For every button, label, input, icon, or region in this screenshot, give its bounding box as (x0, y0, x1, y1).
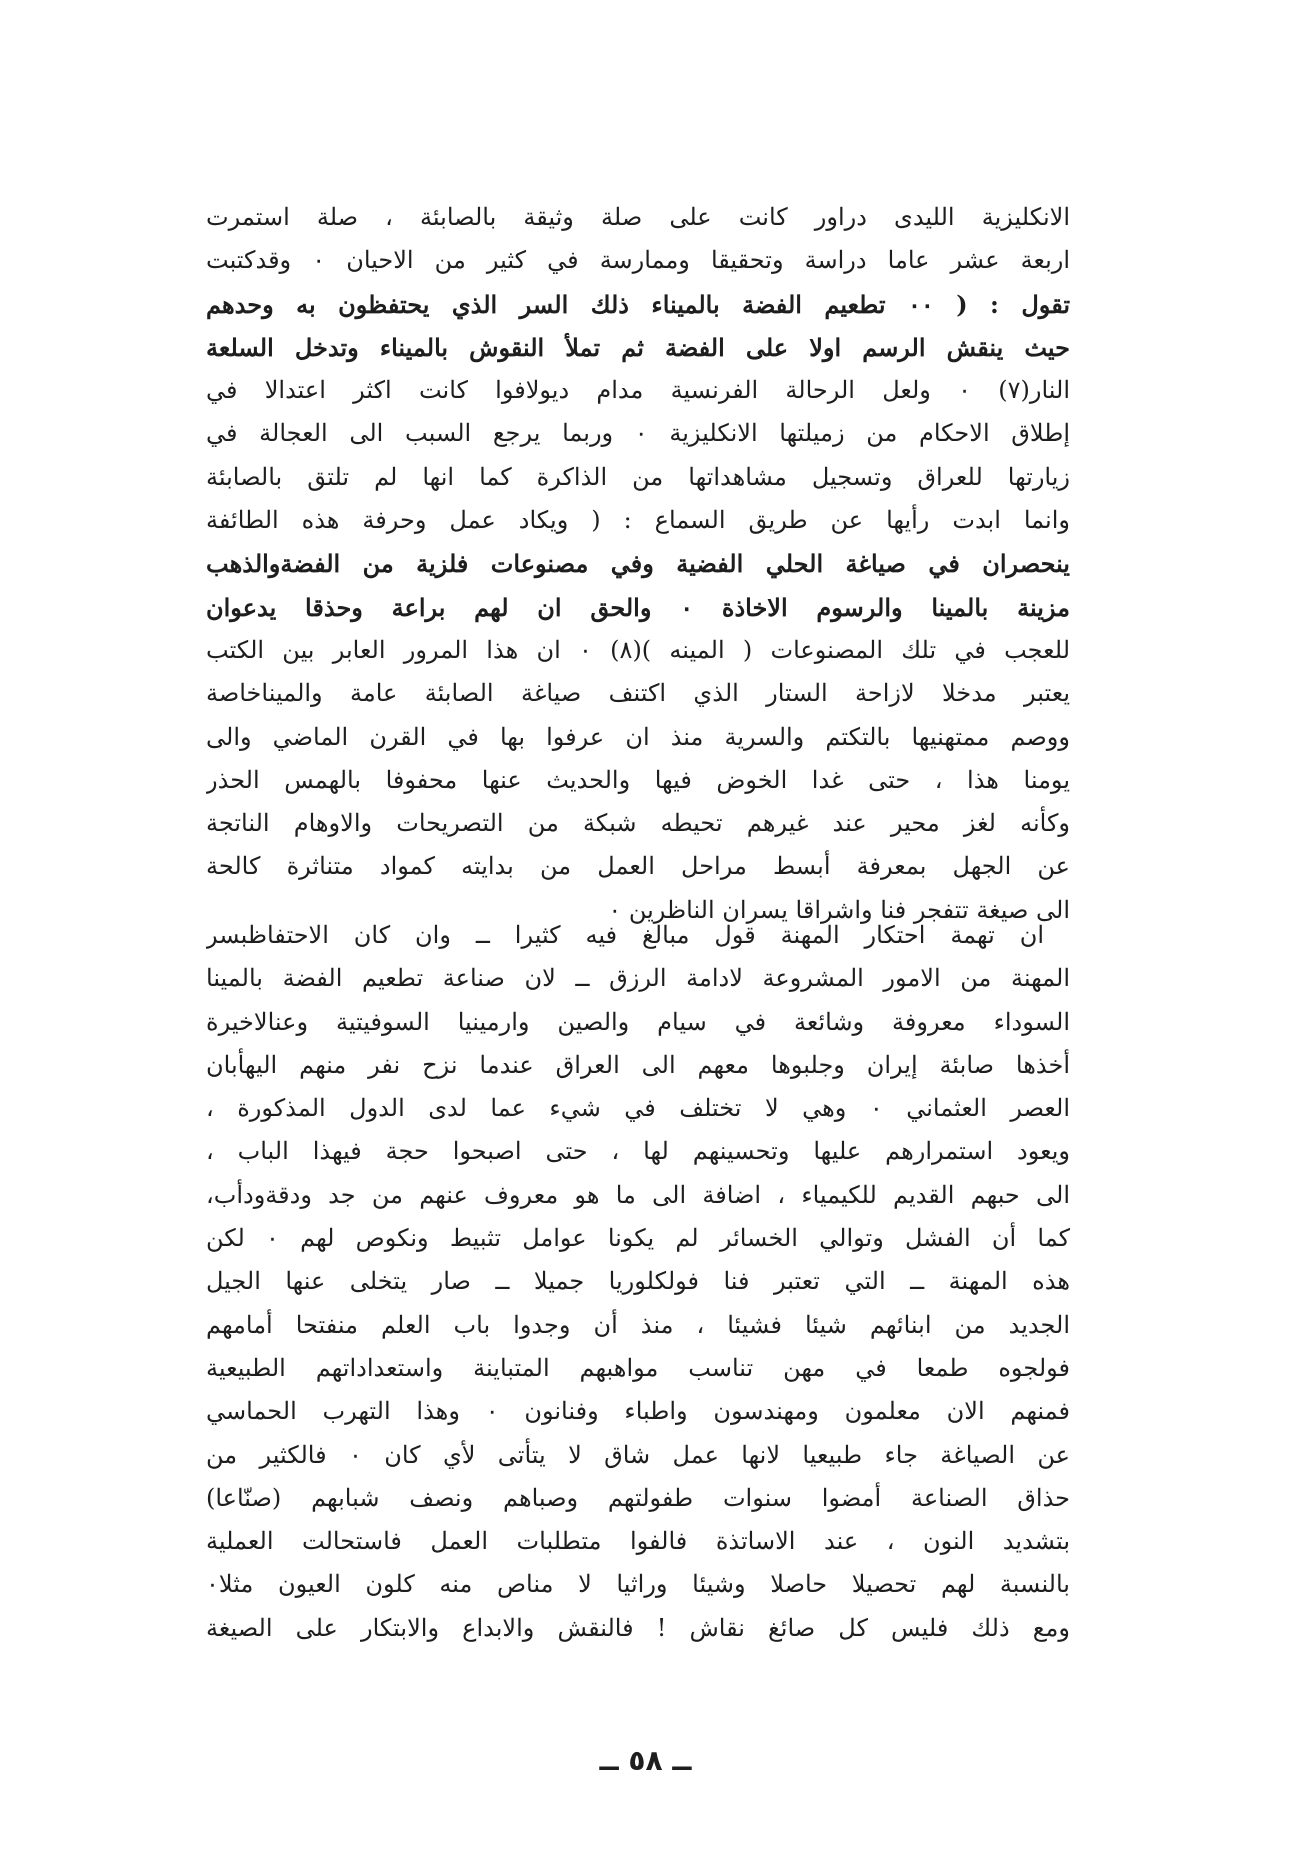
text-line: فمنهم الان معلمون ومهندسون واطباء وفنانون ٠ وهذا التهرب الحماسي (206, 1397, 1070, 1426)
text-line: الجديد من ابنائهم شيئا فشيئا ، منذ أن وجدوا باب العلم منفتحا أمامهم (206, 1310, 1070, 1339)
text-line: بتشديد النون ، عند الاساتذة فالفوا متطلبات العمل فاستحالت العملية (206, 1527, 1070, 1556)
text-line: تقول : ( ٠٠ تطعيم الفضة بالميناء ذلك السر الذي يحتفظون به وحدهم (206, 289, 1070, 319)
text-line: أخذها صابئة إيران وجلبوها معهم الى العراق عندما نزح نفر منهم اليهأبان (206, 1050, 1070, 1079)
page-number: ــ ٥٨ ــ (599, 1744, 692, 1777)
text-line: يعتبر مدخلا لازاحة الستار الذي اكتنف صياغة الصابئة عامة والميناخاصة (206, 679, 1070, 708)
text-line: فولجوه طمعا في مهن تناسب مواهبهم المتباينة واستعداداتهم الطبيعية (206, 1353, 1070, 1382)
text-line: إطلاق الاحكام من زميلتها الانكليزية ٠ وربما يرجع السبب الى العجالة في (206, 419, 1070, 448)
text-line: مزينة بالمينا والرسوم الاخاذة ٠ والحق ان لهم براعة وحذقا يدعوان (206, 592, 1070, 622)
text-line: هذه المهنة ــ التي تعتبر فنا فولكلوريا جميلا ــ صار يتخلى عنها الجيل (206, 1267, 1070, 1296)
text-line: حيث ينقش الرسم اولا على الفضة ثم تملأ النقوش بالميناء وتدخل السلعة (206, 332, 1070, 362)
text-line: ومع ذلك فليس كل صائغ نقاش ! فالنقش والابداع والابتكار على الصيغة (206, 1613, 1070, 1642)
text-line: حذاق الصناعة أمضوا سنوات طفولتهم وصباهم ونصف شبابهم (صنّاعا) (206, 1483, 1070, 1512)
text-line: الانكليزية الليدى دراور كانت على صلة وثيقة بالصابئة ، صلة استمرت (206, 203, 1070, 231)
text-line: النار(٧) ٠ ولعل الرحالة الفرنسية مدام ديولافوا كانت اكثر اعتدالا في (206, 376, 1070, 405)
text-line: وكأنه لغز محير عند غيرهم تحيطه شبكة من التصريحات والاوهام الناتجة (206, 809, 1070, 838)
text-line: ووصم ممتهنيها بالتكتم والسرية منذ ان عرفوا بها في القرن الماضي والى (206, 722, 1070, 751)
text-line: كما أن الفشل وتوالي الخسائر لم يكونا عوامل تثبيط ونكوص لهم ٠ لكن (206, 1224, 1070, 1253)
text-line: ان تهمة احتكار المهنة قول مبالغ فيه كثيرا ــ وان كان الاحتفاظبسر (206, 921, 1044, 949)
text-line: عن الصياغة جاء طبيعيا لانها عمل شاق لا يتأتى لأي كان ٠ فالكثير من (206, 1440, 1070, 1469)
text-line: يومنا هذا ، حتى غدا الخوض فيها والحديث عنها محفوفا بالهمس الحذر (206, 765, 1070, 794)
text-line: المهنة من الامور المشروعة لادامة الرزق ــ لان صناعة تطعيم الفضة بالمينا (206, 964, 1070, 993)
paragraph-1 (206, 196, 1070, 932)
text-line: الى حبهم القديم للكيمياء ، اضافة الى ما هو معروف عنهم من جد ودقةودأب، (206, 1180, 1070, 1209)
text-line: الى صيغة تتفجر فنا واشراقا يسران الناظرين ٠ (608, 895, 1070, 924)
text-line: ويعود استمرارهم عليها وتحسينهم لها ، حتى اصبحوا حجة فيهذا الباب ، (206, 1137, 1070, 1166)
text-line: زيارتها للعراق وتسجيل مشاهداتها من الذاكرة كما انها لم تلتق بالصابئة (206, 462, 1070, 491)
text-line: السوداء معروفة وشائعة في سيام والصين وارمينيا السوفيتية وعنالاخيرة (206, 1007, 1070, 1036)
text-line: العصر العثماني ٠ وهي لا تختلف في شيء عما لدى الدول المذكورة ، (206, 1094, 1070, 1123)
text-line: اربعة عشر عاما دراسة وتحقيقا وممارسة في كثير من الاحيان ٠ وقدكتبت (206, 246, 1070, 275)
text-line: عن الجهل بمعرفة أبسط مراحل العمل من بدايته كمواد متناثرة كالحة (206, 852, 1070, 881)
paragraph-2 (206, 914, 1070, 1650)
text-line: بالنسبة لهم تحصيلا حاصلا وشيئا وراثيا لا مناص منه كلون العيون مثلا٠ (206, 1570, 1070, 1599)
text-line: وانما ابدت رأيها عن طريق السماع : ( ويكاد عمل وحرفة هذه الطائفة (206, 506, 1070, 535)
text-line: ينحصران في صياغة الحلي الفضية وفي مصنوعات فلزية من الفضةوالذهب (206, 549, 1070, 579)
text-line: للعجب في تلك المصنوعات ( المينه )(٨) ٠ ان هذا المرور العابر بين الكتب (206, 635, 1070, 664)
